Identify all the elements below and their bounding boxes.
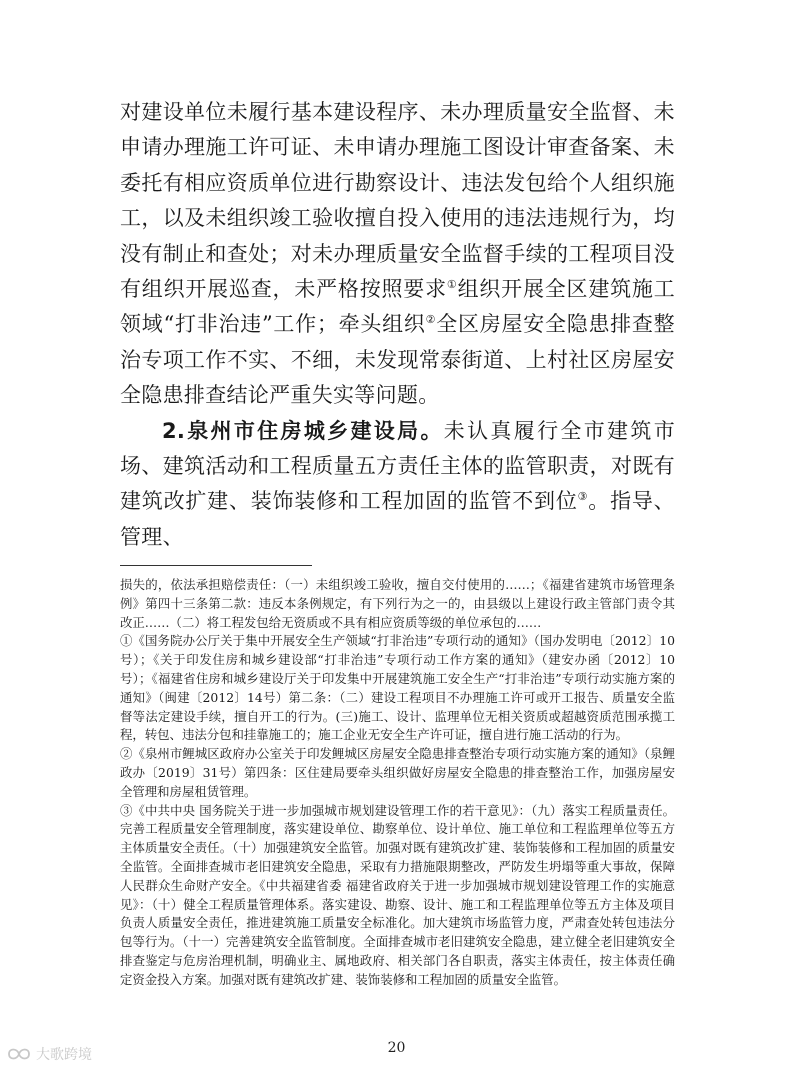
footnotes [120, 576, 675, 990]
page-number: 20 [387, 1040, 406, 1056]
footnote-marker-1: ① [446, 278, 458, 292]
footnote-continuation: 损失的，依法承担赔偿责任：（一）未组织竣工验收，擅自交付使用的……；《福建省建筑市场管理条例》第四十三条第二款：违反本条例规定，有下列行为之一的，由县级以上建设行政主管部门责令其改正……（二）将工程发包给无资质或不具有相应资质等级的单位承包的…… [120, 577, 675, 630]
body-paragraph-2-text: 未认真履行全市建筑市场、建筑活动和工程质量五方责任主体的监管职责，对既有建筑改扩建、装饰装修和工程加固的监管不到位 [120, 418, 675, 514]
body-paragraph-1-text: 对建设单位未履行基本建设程序、未办理质量安全监督、未申请办理施工许可证、未申请办理施工图设计审查备案、未委托有相应资质单位进行勘察设计、违法发包给个人组织施工，以及未组织竣工验收擅自投入使用的违法违规行为，均没有制止和查处；对未办理质量安全监督手续的工程项目没有组织开展巡查，未严格按照要求 [120, 100, 675, 302]
section-heading: 2.泉州市住房城乡建设局。 [162, 418, 444, 443]
footnote-marker-3: ③ [577, 490, 589, 504]
footnote-3: ③《中共中央 国务院关于进一步加强城市规划建设管理工作的若干意见》：（九）落实工程质量责任。完善工程质量安全管理制度，落实建设单位、勘察单位、设计单位、施工单位和工程监理单位等五方主体质量安全责任。（十）加强建筑安全监管。加强对既有建筑改扩建、装饰装修和工程加固的质量安全监管。全面排查城市老旧建筑安全隐患，采取有力措施限期整改，严防发生坍塌等重大事故，保障人民群众生命财产安全。《中共福建省委 福建省政府关于进一步加强城市规划建设管理工作的实施意见》：（十）健全工程质量管理体系。落实建设、勘察、设计、施工和工程监理单位等五方主体及项目负责人质量安全责任，推进建筑施工质量安全标准化。加大建筑市场监管力度，严肃查处转包违法分包等行为。（十一）完善建筑安全监管制度。全面排查城市老旧建筑安全隐患，建立健全老旧建筑安全排查鉴定与危房治理机制，明确业主、属地政府、相关部门各自职责，落实主体责任，按主体责任确定资金投入方案。加强对既有建筑改扩建、装饰装修和工程加固的质量安全监管。 [120, 802, 675, 987]
cross-border-logo-icon [6, 1045, 32, 1063]
watermark-text: 大歌跨境 [36, 1047, 92, 1063]
body-paragraph-1-text-c: 全区房屋安全隐患排查整治专项工作不实、不细，未发现常泰街道、上村社区房屋安全隐患排查结论严重失实等问题。 [120, 312, 675, 408]
watermark [6, 1044, 92, 1064]
body-text [120, 95, 675, 555]
footnote-divider [120, 565, 312, 566]
body-paragraph-1 [120, 95, 675, 414]
footnote-marker-2: ② [425, 313, 437, 327]
body-paragraph-1-text-b: 组织开展全区建筑施工领域“打非治违”工作；牵头组织 [120, 277, 675, 337]
footnote-2: ②《泉州市鲤城区政府办公室关于印发鲤城区房屋安全隐患排查整治专项行动实施方案的通知》（泉鲤政办〔2019〕31号）第四条：区住建局要牵头组织做好房屋安全隐患的排查整治工作，加强房屋安全管理和房屋租赁管理。 [120, 746, 675, 799]
footnote-1: ①《国务院办公厅关于集中开展安全生产领域“打非治违”专项行动的通知》（国办发明电〔2012〕10号）；《关于印发住房和城乡建设部“打非治违”专项行动工作方案的通知》（建安办函〔2012〕10号）；《福建省住房和城乡建设厅关于印发集中开展建筑施工安全生产“打非治违”专项行动实施方案的通知》（闽建〔2012〕14号）第二条：（二）建设工程项目不办理施工许可或开工报告、质量安全监督等法定建设手续，擅自开工的行为。(三)施工、设计、监理单位无相关资质或超越资质范围承揽工程，转包、违法分包和挂靠施工的；施工企业无安全生产许可证，擅自进行施工活动的行为。 [120, 633, 675, 743]
body-paragraph-2 [120, 414, 675, 556]
body-paragraph-2-tail: 。指导、管理、 [120, 489, 675, 549]
